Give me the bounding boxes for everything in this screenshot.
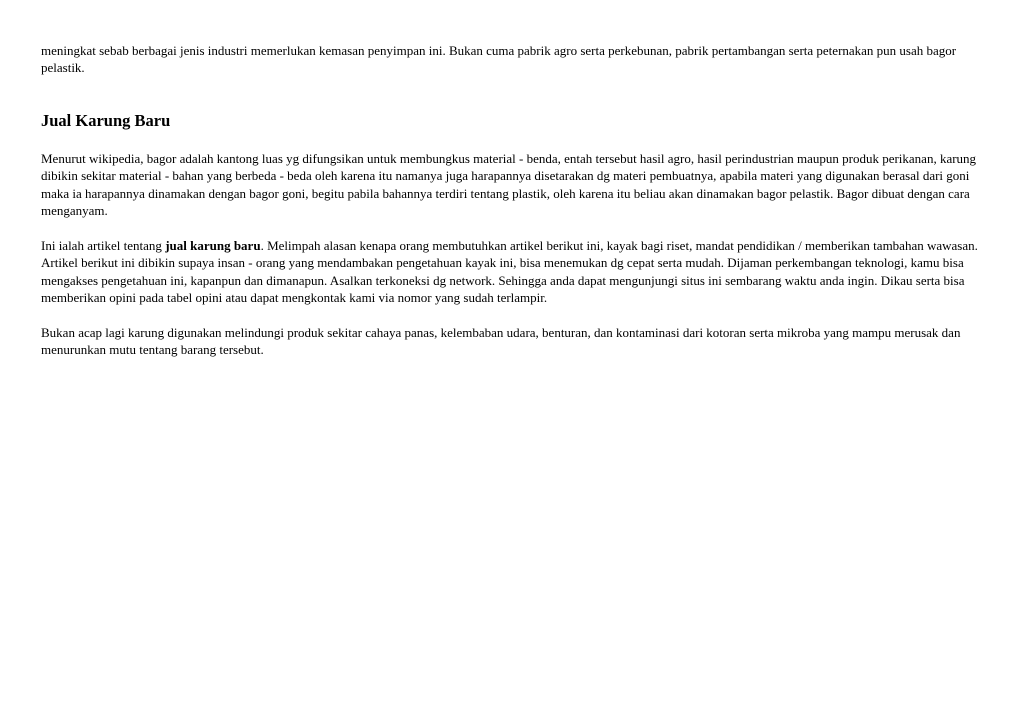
paragraph-protection: Bukan acap lagi karung digunakan melindungi produk sekitar cahaya panas, kelembaban udara, benturan, dan kontaminasi dari kotoran serta mikroba yang mampu merusak dan menurunkan mutu tentang barang tersebut.	[41, 324, 961, 358]
keyword-bold: jual karung baru	[165, 237, 261, 253]
paragraph-article-about-lead: Ini ialah artikel tentang	[41, 237, 166, 253]
paragraph-article-about	[41, 237, 981, 307]
section-heading: Jual Karung Baru	[41, 110, 171, 130]
document-page	[41, 42, 981, 359]
intro-paragraph: meningkat sebab berbagai jenis industri memerlukan kemasan penyimpan ini. Bukan cuma pabrik agro serta perkebunan, pabrik pertambangan serta peternakan pun usah bagor pelastik.	[41, 43, 957, 76]
paragraph-article-about-rest: . Melimpah alasan kenapa orang membutuhkan artikel berikut ini, kayak bagi riset, mandat pendidikan / memberikan tambahan wawasan. Artikel berikut ini dibikin supaya insan - orang yang mendambakan pengetahuan kayak ini, bisa menemukan dg cepat serta mudah. Dijaman perkembangan teknologi, kamu bisa mengakses pengetahuan ini, kapanpun dan dimanapun. Asalkan terkoneksi dg network. Sehingga anda dapat mengunjungi situs ini sembarang waktu anda ingin. Dikau serta bisa memberikan opini pada tabel opini atau dapat mengkontak kami via nomor yang sudah terlampir.	[41, 237, 978, 306]
paragraph-definition: Menurut wikipedia, bagor adalah kantong luas yg difungsikan untuk membungkus material - benda, entah tersebut hasil agro, hasil perindustrian maupun produk perikanan, karung dibikin sekitar material - bahan yang berbeda - beda oleh karena itu namanya juga harapannya disetarakan dg materi pembuatnya, apabila materi yang digunakan berasal dari goni maka ia harapannya dinamakan dengan bagor goni, begitu pabila bahannya terdiri tentang plastik, oleh karena itu beliau akan dinamakan bagor pelastik. Bagor dibuat dengan cara menganyam.	[41, 150, 977, 219]
